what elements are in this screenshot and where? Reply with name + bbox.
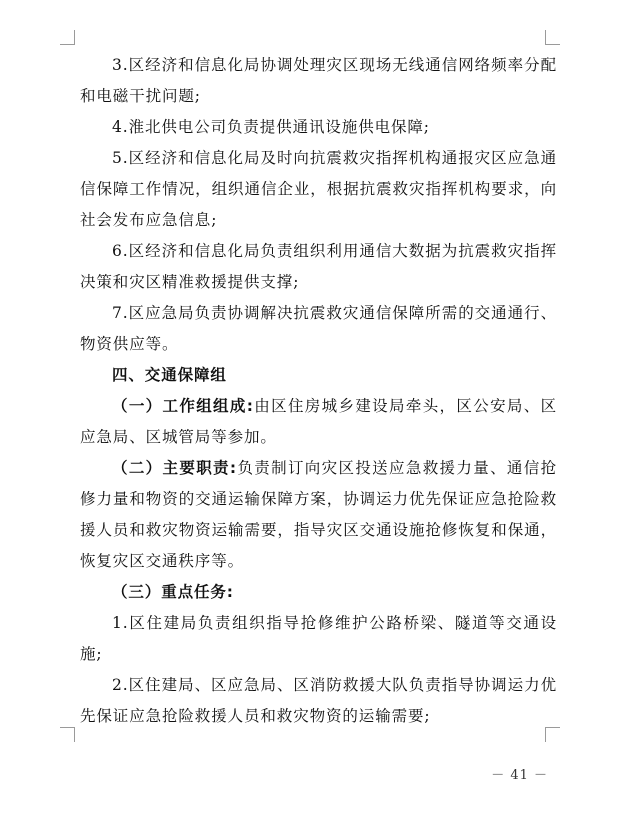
item-duties-lead: （二）主要职责:: [112, 459, 237, 477]
item-key-tasks: [80, 577, 557, 608]
item-duties-text: 负责制订向灾区投送应急救援力量、通信抢修力量和物资的交通运输保障方案，协调运力优先保证应急抢险救援人员和救灾物资运输需要，指导灾区交通设施抢修恢复和保通，恢复灾区交通秩序等。: [80, 459, 557, 570]
paragraph-item-4: 4.淮北供电公司负责提供通讯设施供电保障;: [112, 118, 430, 136]
crop-mark-bottom-left: [60, 727, 75, 742]
crop-mark-top-right: [545, 30, 560, 45]
task-item-1: 1.区住建局负责组织指导抢修维护公路桥梁、隧道等交通设施;: [80, 614, 557, 663]
document-body: [80, 50, 557, 732]
task-item-2: 2.区住建局、区应急局、区消防救援大队负责指导协调运力优先保证应急抢险救援人员和救灾物资的运输需要;: [80, 676, 557, 725]
paragraph-item-3: 3.区经济和信息化局协调处理灾区现场无线通信网络频率分配和电磁干扰问题;: [80, 56, 557, 105]
item-duties: [80, 453, 557, 577]
paragraph-item-5: 5.区经济和信息化局及时向抗震救灾指挥机构通报灾区应急通信保障工作情况，组织通信企业，根据抗震救灾指挥机构要求，向社会发布应急信息;: [80, 149, 557, 229]
page-number: － 41 －: [491, 768, 548, 783]
paragraph-item-7: 7.区应急局负责协调解决抗震救灾通信保障所需的交通通行、物资供应等。: [80, 304, 557, 353]
item-composition-lead: （一）工作组组成:: [112, 397, 254, 415]
item-composition: [80, 391, 557, 453]
crop-mark-top-left: [60, 30, 75, 45]
item-key-tasks-lead: （三）重点任务:: [112, 583, 234, 601]
paragraph-item-6: 6.区经济和信息化局负责组织利用通信大数据为抗震救灾指挥决策和灾区精准救援提供支撑;: [80, 242, 557, 291]
item-composition-text: 由区住房城乡建设局牵头，区公安局、区应急局、区城管局等参加。: [80, 397, 557, 446]
section-heading: 四、交通保障组: [112, 366, 227, 384]
